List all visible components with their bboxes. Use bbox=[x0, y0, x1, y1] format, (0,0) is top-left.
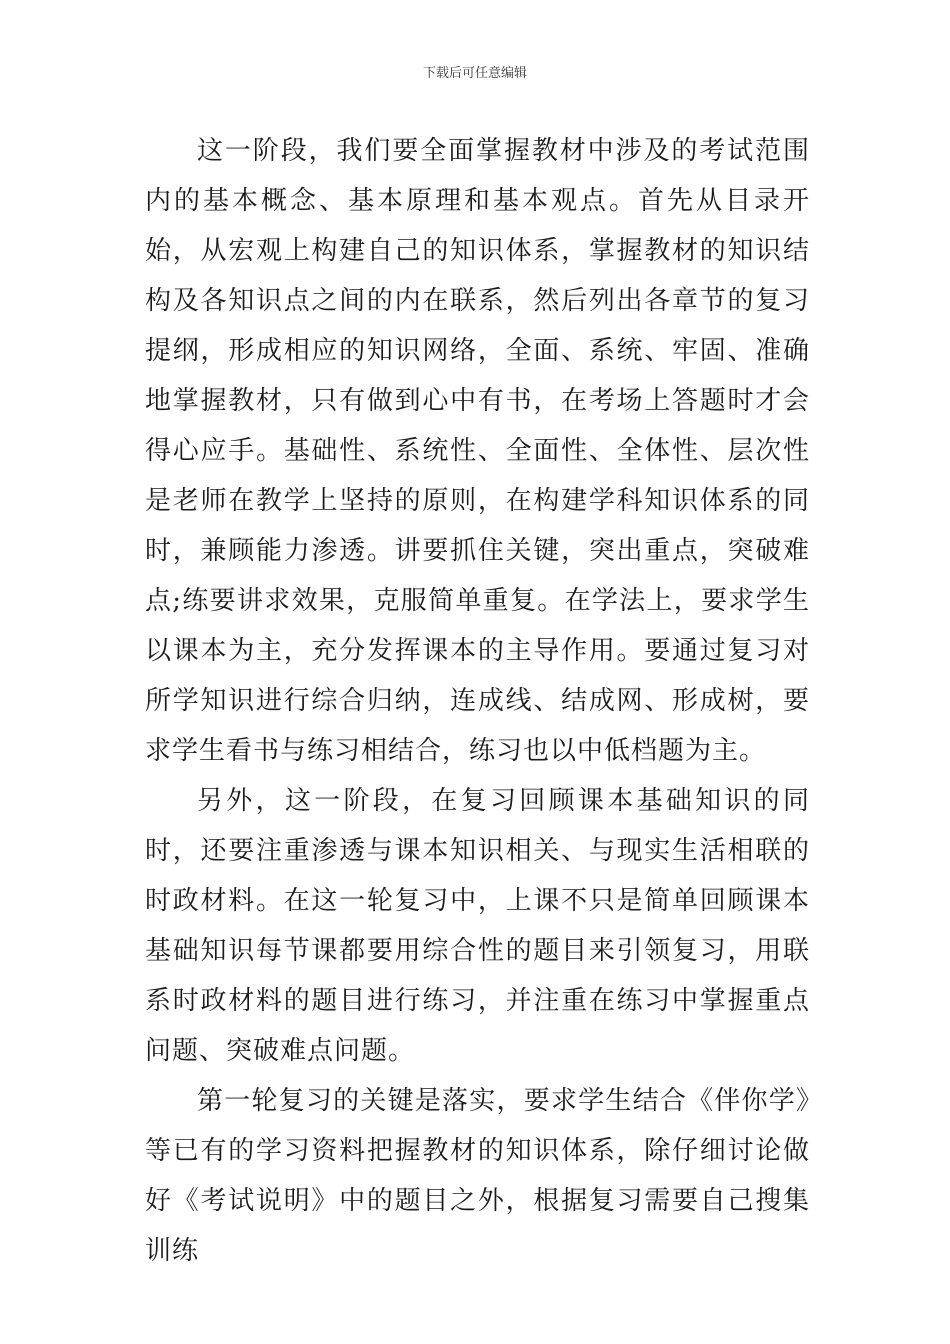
document-body bbox=[145, 126, 810, 1276]
header-note: 下载后可任意编辑 bbox=[422, 66, 527, 81]
paragraph-3: 第一轮复习的关键是落实，要求学生结合《伴你学》等已有的学习资料把握教材的知识体系，除仔细讨论做好《考试说明》中的题目之外，根据复习需要自己搜集训练 bbox=[145, 1086, 810, 1266]
paragraph-1: 这一阶段，我们要全面掌握教材中涉及的考试范围内的基本概念、基本原理和基本观点。首先从目录开始，从宏观上构建自己的知识体系，掌握教材的知识结构及各知识点之间的内在联系，然后列出各章节的复习提纲，形成相应的知识网络，全面、系统、牢固、准确地掌握教材，只有做到心中有书，在考场上答题时才会得心应手。基础性、系统性、全面性、全体性、层次性是老师在教学上坚持的原则，在构建学科知识体系的同时，兼顾能力渗透。讲要抓住关键，突出重点，突破难点;练要讲求效果，克服简单重复。在学法上，要求学生以课本为主，充分发挥课本的主导作用。要通过复习对所学知识进行综合归纳，连成线、结成网、形成树，要求学生看书与练习相结合，练习也以中低档题为主。 bbox=[145, 136, 810, 766]
paragraph-2: 另外，这一阶段，在复习回顾课本基础知识的同时，还要注重渗透与课本知识相关、与现实生活相联的时政材料。在这一轮复习中，上课不只是简单回顾课本基础知识每节课都要用综合性的题目来引领复习，用联系时政材料的题目进行练习，并注重在练习中掌握重点问题、突破难点问题。 bbox=[145, 786, 810, 1066]
